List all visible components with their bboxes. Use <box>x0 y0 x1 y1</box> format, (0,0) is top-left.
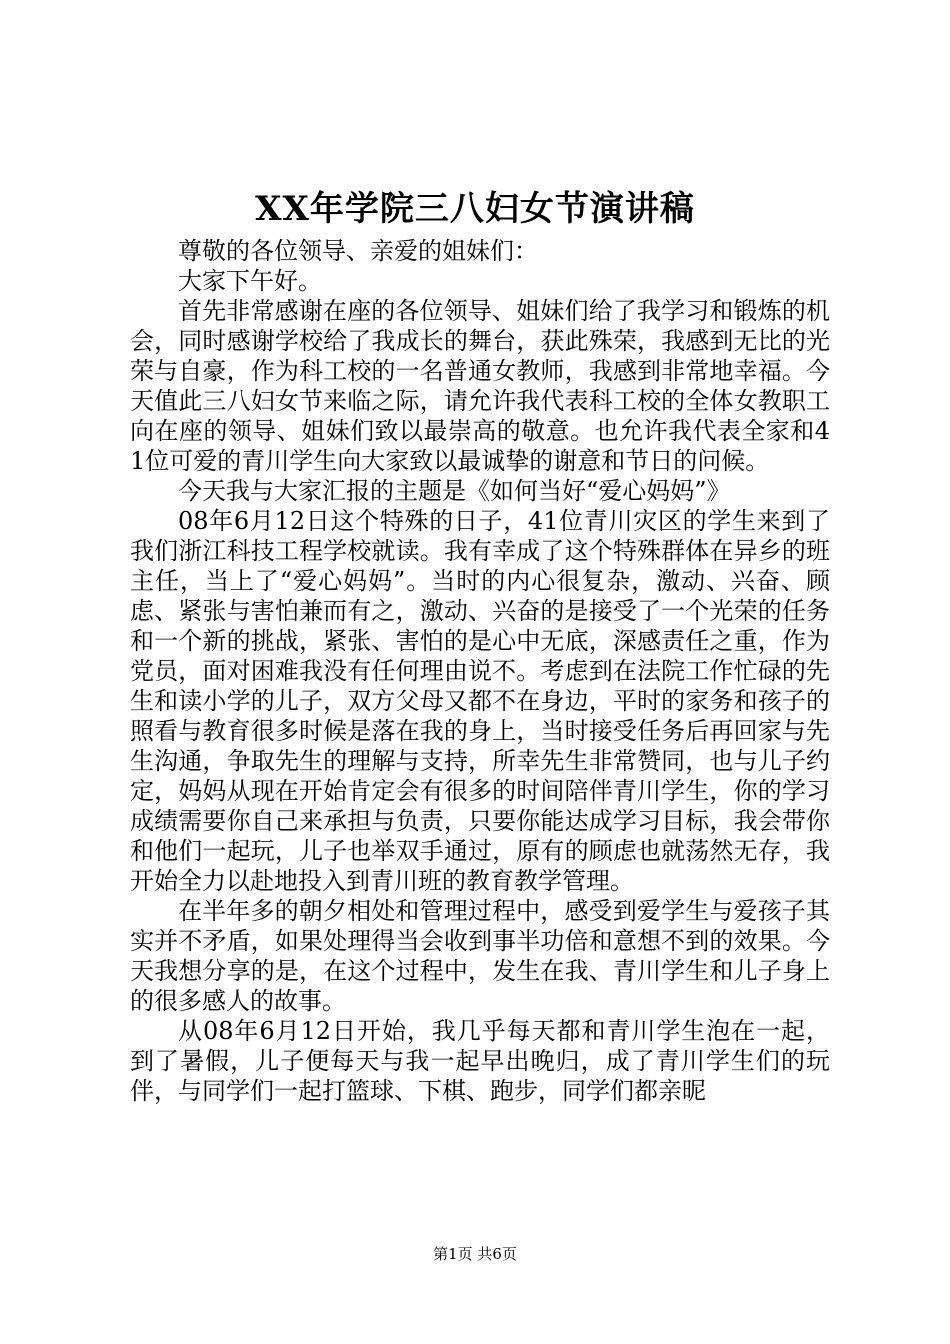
document-title: XX年学院三八妇女节演讲稿 <box>255 189 695 229</box>
page-number-footer: 第1页 共6页 <box>433 1245 517 1263</box>
paragraph-topic: 今天我与大家汇报的主题是《如何当好“爱心妈妈”》 <box>178 477 731 505</box>
paragraph-thanks: 首先非常感谢在座的各位领导、姐妹们给了我学习和锻炼的机会，同时感谢学校给了我成长的舞台，获此殊荣，我感到无比的光荣与自豪，作为科工校的一名普通女教师，我感到非常地幸福。今天值此三八妇女节来临之际，请允许我代表科工校的全体女教职工向在座的领导、姐妹们致以最崇高的敬意。也允许我代表全家和41位可爱的青川学生向大家致以最诚挚的谢意和节日的问候。 <box>130 297 830 475</box>
paragraph-story-start: 08年6月12日这个特殊的日子，41位青川灾区的学生来到了我们浙江科技工程学校就读。我有幸成了这个特殊群体在异乡的班主任，当上了“爱心妈妈”。当时的内心很复杂，激动、兴奋、顾虑、紧张与害怕兼而有之，激动、兴奋的是接受了一个光荣的任务和一个新的挑战，紧张、害怕的是心中无底，深感责任之重，作为党员，面对困难我没有任何理由说不。考虑到在法院工作忙碌的先生和读小学的儿子，双方父母又都不在身边，平时的家务和孩子的照看与教育很多时候是落在我的身上，当时接受任务后再回家与先生沟通，争取先生的理解与支持，所幸先生非常赞同，也与儿子约定，妈妈从现在开始肯定会有很多的时间陪伴青川学生，你的学习成绩需要你自己来承担与负责，只要你能达成学习目标，我会带你和他们一起玩，儿子也举双手通过，原有的顾虑也就荡然无存，我开始全力以赴地投入到青川班的教育教学管理。 <box>130 507 830 895</box>
paragraph-reflection: 在半年多的朝夕相处和管理过程中，感受到爱学生与爱孩子其实并不矛盾，如果处理得当会收到事半功倍和意想不到的效果。今天我想分享的是，在这个过程中，发生在我、青川学生和儿子身上的很多感人的故事。 <box>130 897 830 1015</box>
paragraph-daily-life: 从08年6月12日开始，我几乎每天都和青川学生泡在一起，到了暑假，儿子便每天与我一起早出晚归，成了青川学生们的玩伴，与同学们一起打篮球、下棋、跑步，同学们都亲昵 <box>130 1017 830 1105</box>
paragraph-greeting: 大家下午好。 <box>178 267 322 295</box>
paragraph-salutation: 尊敬的各位领导、亲爱的姐妹们： <box>178 237 538 265</box>
document-body <box>130 236 830 1106</box>
